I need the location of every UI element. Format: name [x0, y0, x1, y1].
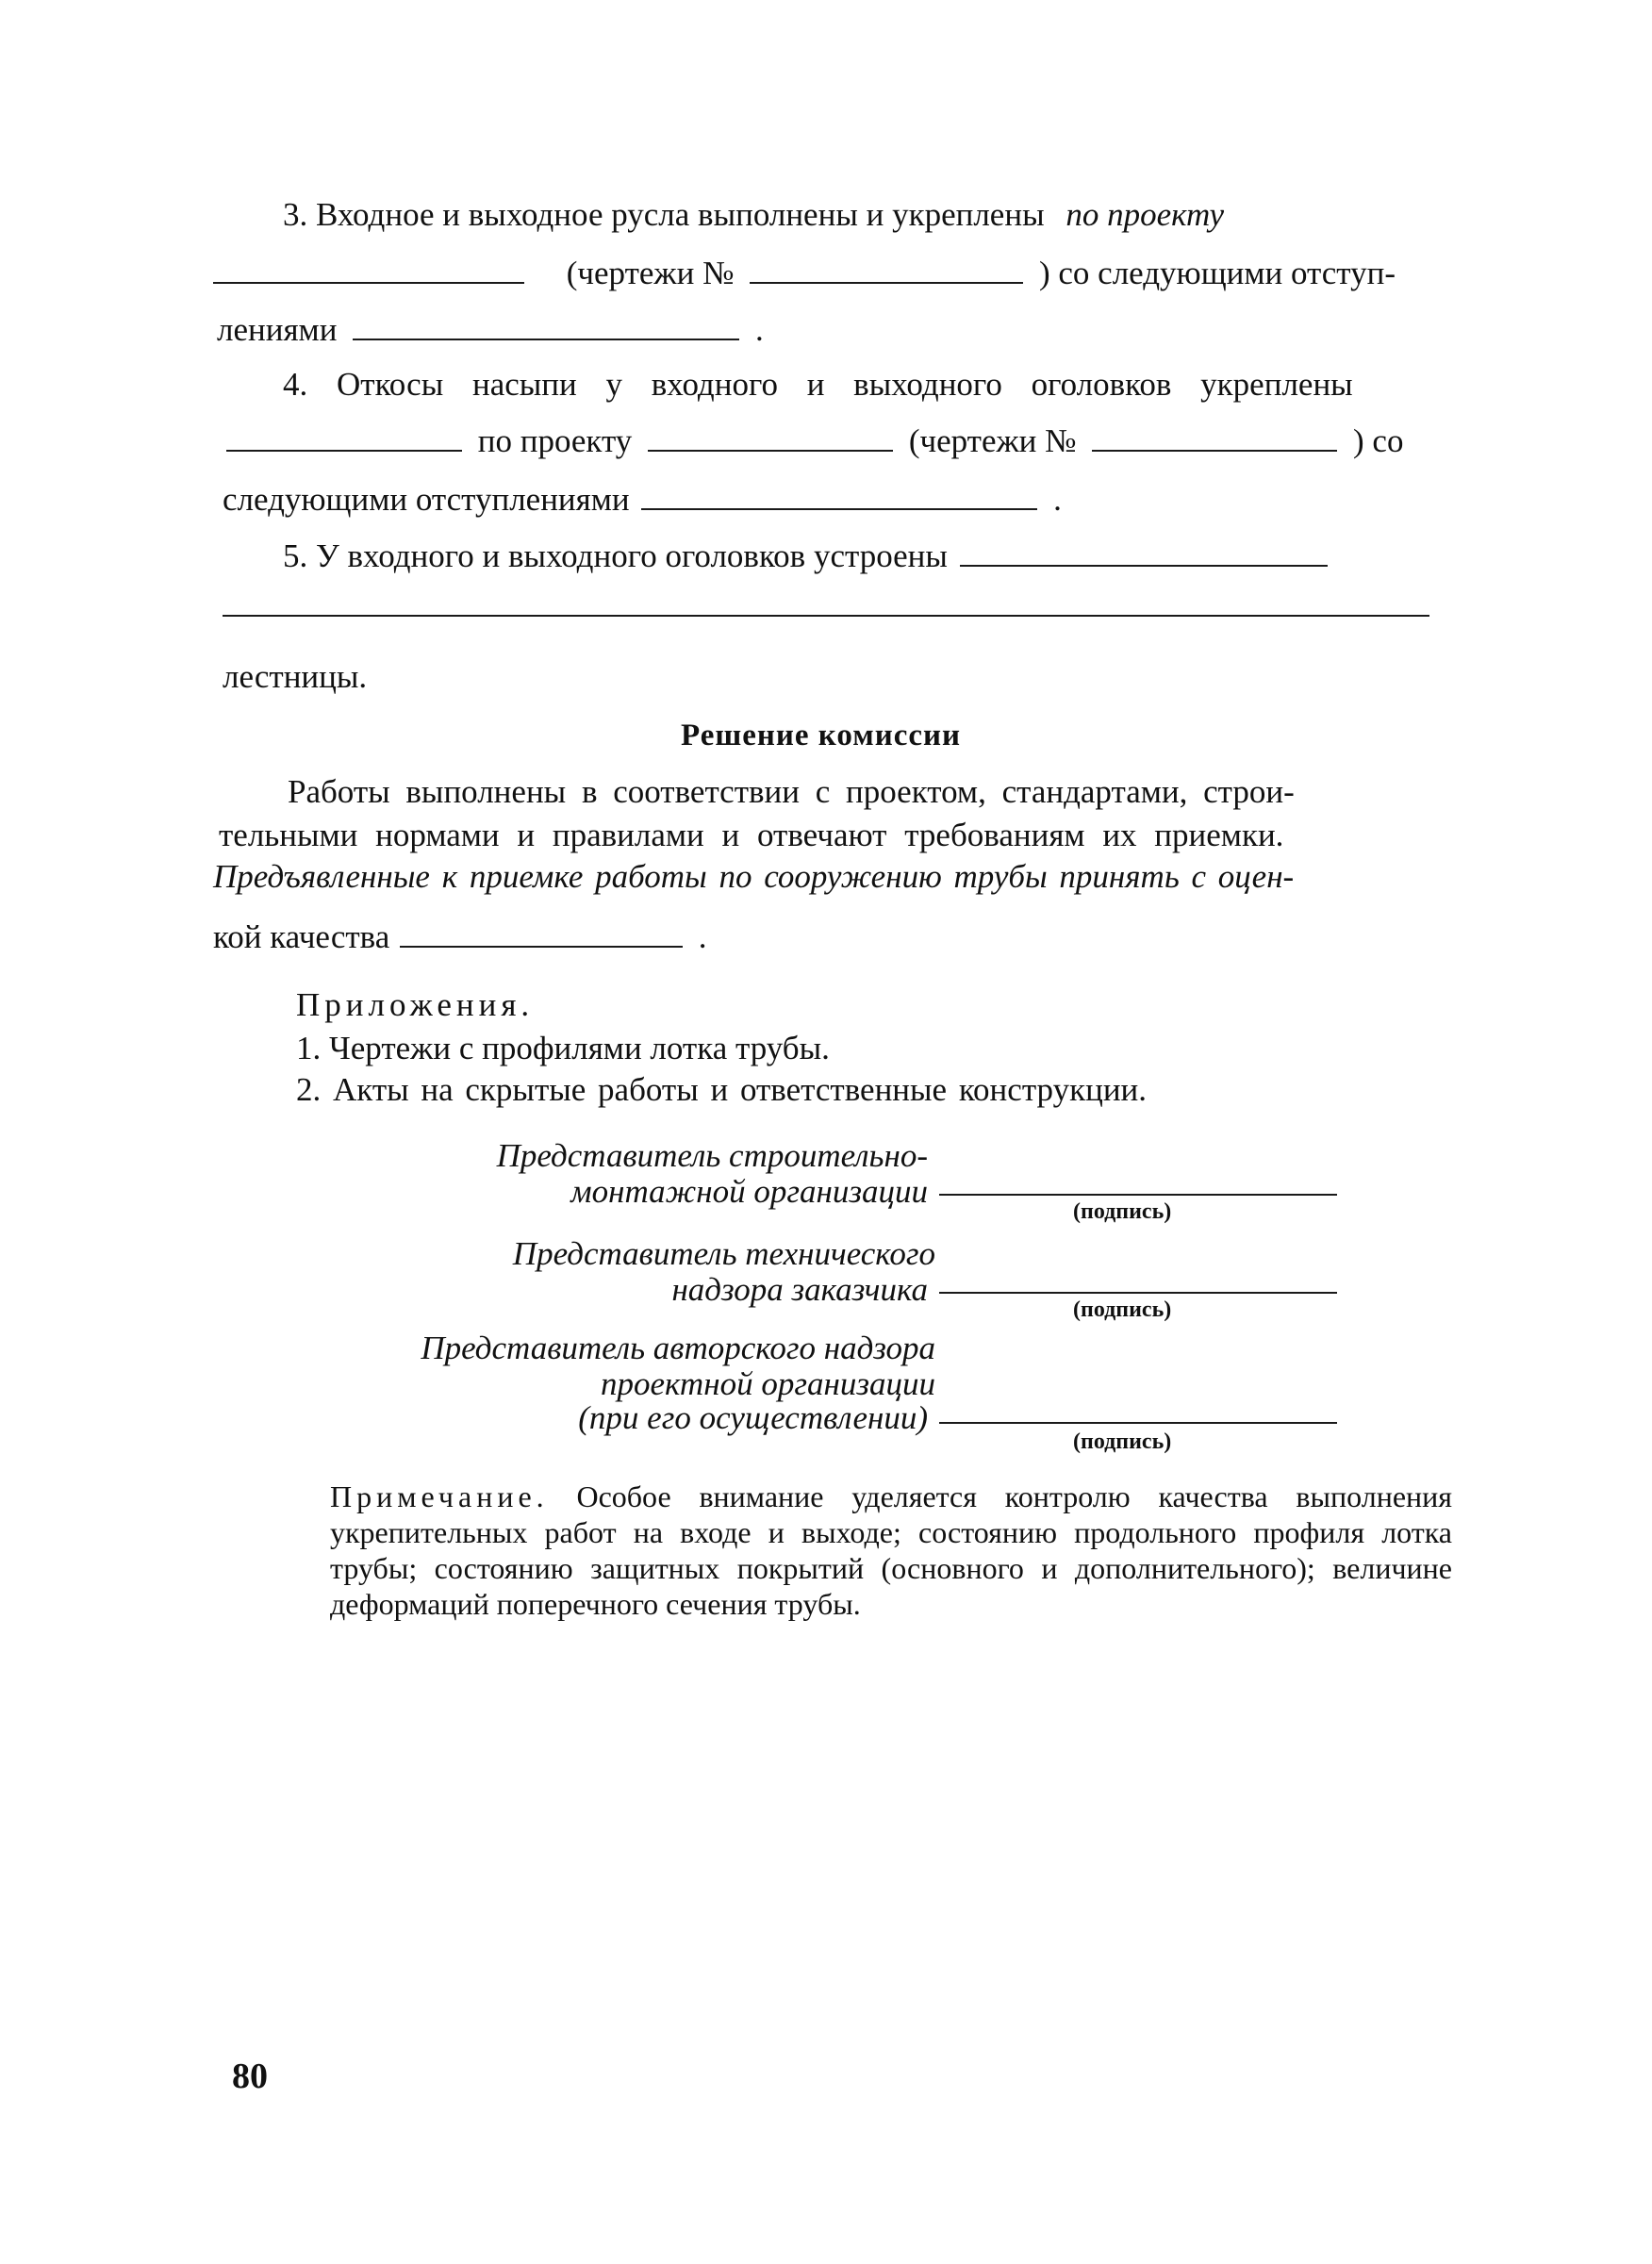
decision-line2: [219, 818, 1283, 851]
decision-heading: Решение комиссии: [681, 719, 962, 752]
item3-italic-text: по проекту: [1066, 196, 1224, 233]
item5-line1: [283, 539, 1335, 572]
signature-3-line3: (при его осуществлении): [578, 1399, 928, 1436]
period: .: [1053, 481, 1062, 518]
signature-3-caption: (подпись): [1073, 1429, 1172, 1454]
drawing-number-blank-2[interactable]: [1092, 450, 1337, 452]
appendix-item-2: 2. Акты на скрытые работы и ответственные конструкции.: [296, 1071, 1148, 1108]
decision-line4: [213, 920, 707, 953]
item3-text: 3. Входное и выходное русла выполнены и укреплены: [283, 196, 1045, 233]
signature-3-line2: проектной организации: [600, 1365, 935, 1402]
decision-line3: [213, 860, 1294, 893]
signature-2-caption: (подпись): [1073, 1297, 1172, 1322]
note-block: [330, 1479, 1452, 1622]
signature-3-line[interactable]: [939, 1422, 1337, 1424]
signature-2-line2: надзора заказчика: [671, 1271, 928, 1308]
period: .: [698, 918, 707, 955]
decision-text-2: тельными нормами и правилами и отвечают требованиям их приемки.: [219, 817, 1284, 853]
project-label: по проекту: [477, 422, 633, 459]
project-blank[interactable]: [213, 282, 524, 284]
signature-2-line[interactable]: [939, 1292, 1337, 1294]
drawing-number-blank[interactable]: [750, 282, 1023, 284]
signature-1-line1: Представитель строительно-: [496, 1137, 928, 1174]
item5-line3: [223, 660, 367, 693]
project-blank-2[interactable]: [648, 450, 893, 452]
decision-text-1: Работы выполнены в соответствии с проектом, стандартами, строи-: [288, 773, 1295, 810]
structures-blank[interactable]: [960, 565, 1328, 567]
note-label: Примечание.: [330, 1479, 549, 1513]
decision-text-3: Предъявленные к приемке работы по сооружению трубы принять с оцен-: [213, 858, 1295, 895]
deviations-text: ) со следующими отступ-: [1038, 255, 1396, 291]
signature-1-line2: монтажной организации: [570, 1173, 928, 1210]
note-text: Особое внимание уделяется контролю качества выполнения укрепительных работ на входе и выходе; состоянию продольного профиля лотка трубы; состоянию защитных покрытий (основного и дополнительного); величине деформаций поперечного сечения трубы.: [330, 1479, 1453, 1621]
item4-line3: [223, 483, 1062, 516]
drawing-label-2: (чертежи №: [908, 422, 1077, 459]
deviations-blank-2[interactable]: [641, 508, 1037, 510]
appendix-item-1: 1. Чертежи с профилями лотка трубы.: [296, 1030, 830, 1066]
item4-line1: [283, 368, 1353, 401]
signature-1-line[interactable]: [939, 1194, 1337, 1196]
item3-line2: [206, 256, 1396, 289]
item3-line3: [217, 313, 764, 346]
stairs-text: лестницы.: [223, 658, 368, 695]
signature-1-caption: (подпись): [1073, 1199, 1172, 1224]
item4-line2: [226, 424, 1403, 457]
deviations-blank[interactable]: [353, 339, 739, 340]
drawing-label: (чертежи №: [566, 255, 735, 291]
item4-with-text: ) со: [1353, 422, 1404, 459]
slope-blank[interactable]: [226, 450, 462, 452]
quality-grade-blank[interactable]: [400, 946, 683, 948]
item5-text: 5. У входного и выходного оголовков устроены: [283, 537, 948, 574]
deviations-label-2: следующими отступлениями: [223, 481, 630, 518]
period: .: [754, 311, 764, 348]
decision-text-4: кой качества: [213, 918, 390, 955]
signature-3-line1: Представитель авторского надзора: [421, 1330, 935, 1366]
item3-line1: [283, 198, 1224, 231]
decision-line1: [288, 775, 1295, 808]
appendix-heading: Приложения.: [296, 986, 535, 1023]
page-number: 80: [232, 2057, 268, 2096]
item4-text: 4. Откосы насыпи у входного и выходного оголовков укреплены: [283, 366, 1353, 403]
signature-2-line1: Представитель технического: [512, 1235, 935, 1272]
structures-blank-full[interactable]: [223, 615, 1429, 617]
deviations-label: лениями: [217, 311, 338, 348]
